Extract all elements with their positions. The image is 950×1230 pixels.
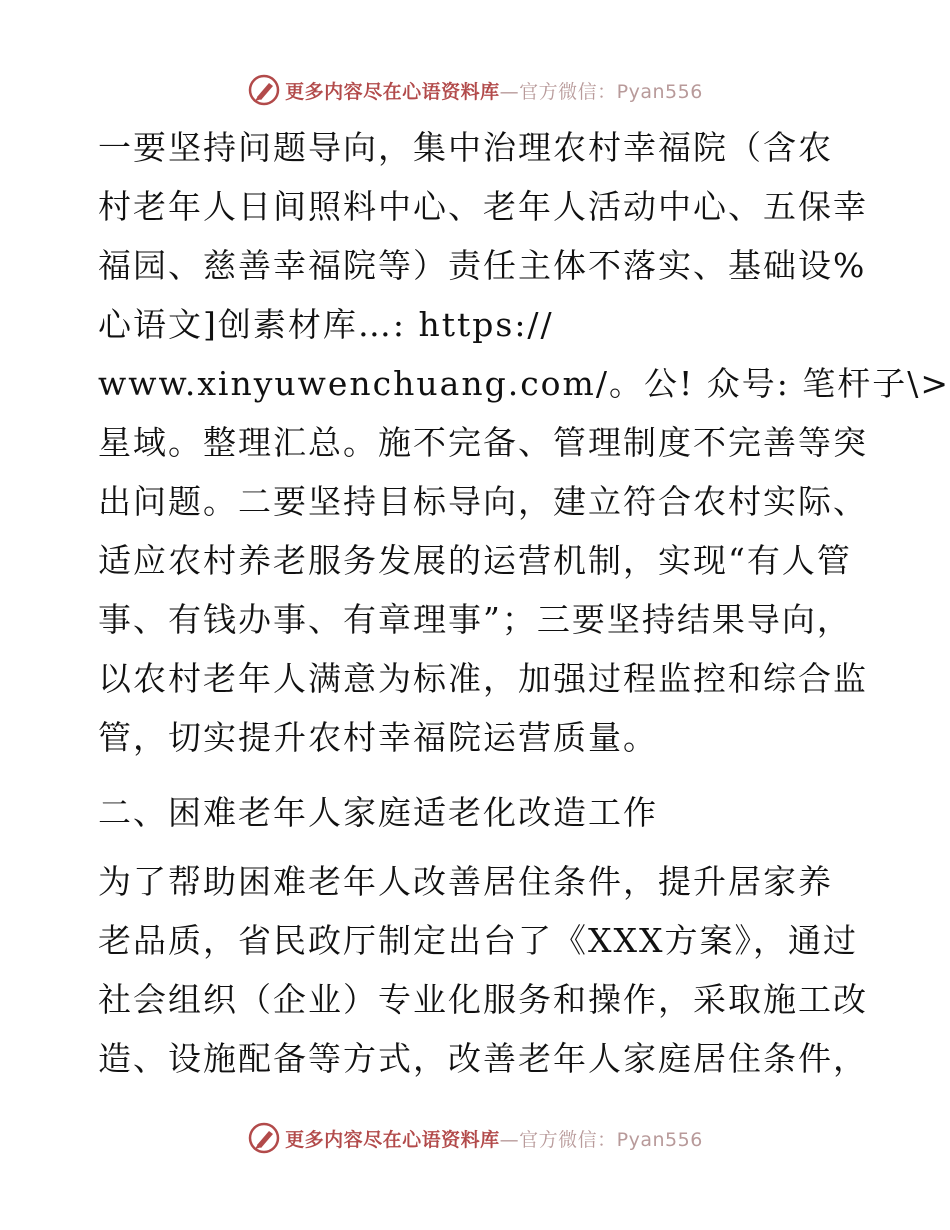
watermark-brand: 更多内容尽在心语资料库: [285, 1128, 500, 1151]
document-body: [98, 118, 950, 1088]
watermark-contact: —官方微信：Pyan556: [499, 1128, 703, 1151]
text-line: 事、有钱办事、有章理事”；三要坚持结果导向，: [98, 600, 852, 639]
brand-logo-icon: [247, 73, 281, 107]
text-line: 出问题。二要坚持目标导向，建立符合农村实际、: [98, 482, 868, 521]
text-line: 适应农村养老服务发展的运营机制，实现“有人管: [98, 541, 852, 580]
text-line: 为了帮助困难老年人改善居住条件，提升居家养: [98, 862, 833, 901]
watermark-text: [285, 77, 703, 104]
footer-watermark: [0, 1118, 950, 1158]
text-line: www.xinyuwenchuang.com/。公! 众号: 笔杆子\>: [98, 364, 950, 403]
text-line: 造、设施配备等方式，改善老年人家庭居住条件，: [98, 1039, 868, 1078]
watermark-contact: —官方微信：Pyan556: [499, 80, 703, 103]
text-line: 村老年人日间照料中心、老年人活动中心、五保幸: [98, 187, 868, 226]
text-line: 老品质，省民政厅制定出台了《XXX方案》，通过: [98, 921, 858, 960]
text-line: 星域。整理汇总。施不完备、管理制度不完善等突: [98, 423, 868, 462]
text-line: 以农村老年人满意为标准，加强过程监控和综合监: [98, 659, 868, 698]
brand-logo-icon: [247, 1121, 281, 1155]
text-line: 一要坚持问题导向，集中治理农村幸福院（含农: [98, 128, 833, 167]
watermark-brand: 更多内容尽在心语资料库: [285, 80, 500, 103]
text-line: 福园、慈善幸福院等）责任主体不落实、基础设%: [98, 246, 867, 285]
text-line: 心语文]创素材库…: https://: [98, 305, 554, 344]
paragraph-1: [98, 118, 950, 767]
text-line: 社会组织（企业）专业化服务和操作，采取施工改: [98, 980, 868, 1019]
watermark-text: [285, 1125, 703, 1152]
paragraph-2: [98, 852, 868, 1088]
text-line: 管，切实提升农村幸福院运营质量。: [98, 718, 658, 757]
section-heading: 二、困难老年人家庭适老化改造工作: [98, 793, 658, 832]
header-watermark: [0, 70, 950, 110]
